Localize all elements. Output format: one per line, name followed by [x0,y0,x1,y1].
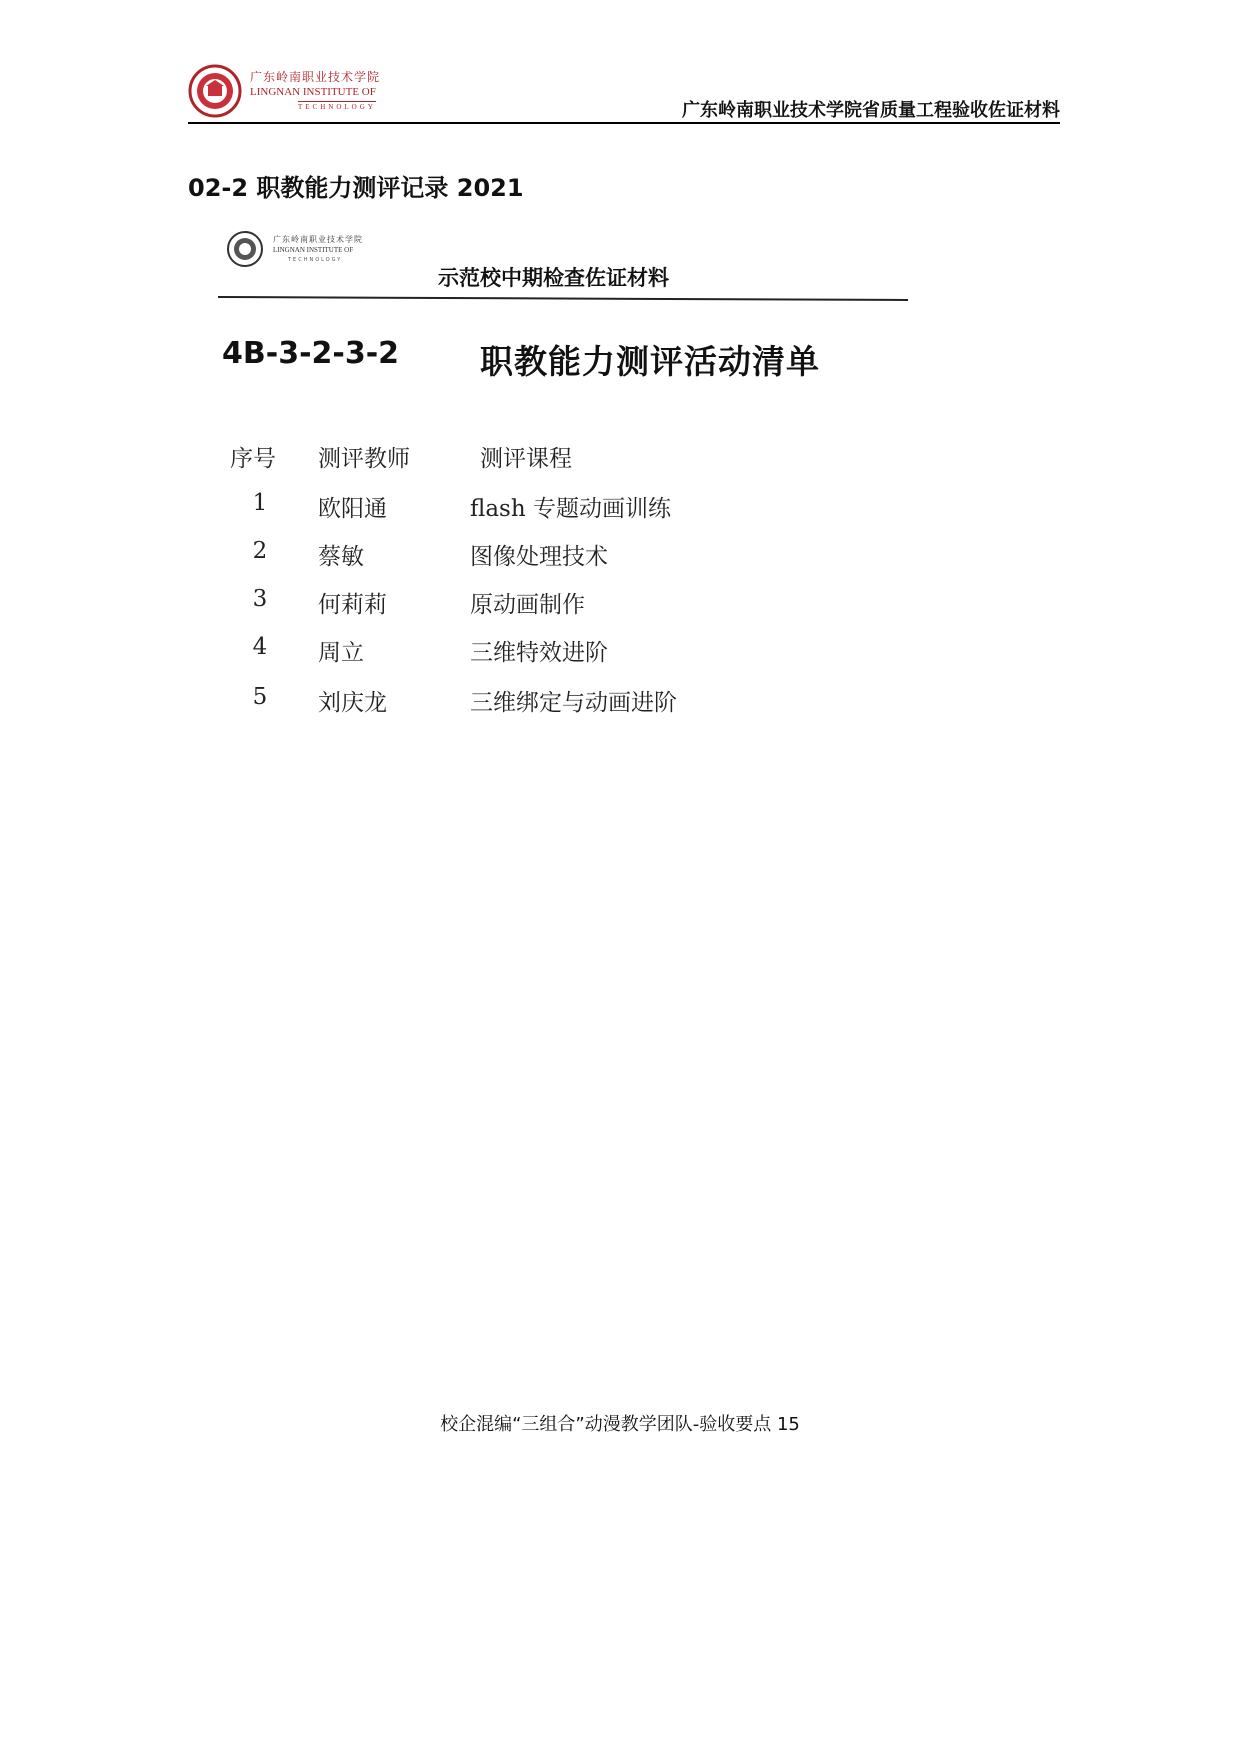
scan-seal-icon [226,230,264,268]
row-course: 图像处理技术 [470,544,608,570]
row-no: 1 [252,490,268,516]
logo-chinese-name: 广东岭南职业技术学院 [250,70,381,84]
scan-divider [218,296,908,301]
row-no: 5 [252,684,268,710]
row-teacher: 欧阳通 [318,496,387,522]
row-no: 2 [252,538,268,564]
row-course: flash 专题动画训练 [470,496,671,522]
header-teacher: 测评教师 [318,446,410,472]
section-title: 02-2 职教能力测评记录 2021 [188,174,524,202]
row-teacher: 刘庆龙 [318,690,387,716]
scan-logo-chinese: 广东岭南职业技术学院 [273,235,363,244]
row-course: 原动画制作 [470,592,585,618]
row-teacher: 何莉莉 [318,592,387,618]
row-teacher: 周立 [318,640,364,666]
logo-english-name: LINGNAN INSTITUTE OF [250,86,376,98]
header-no: 序号 [230,446,276,472]
row-no: 4 [252,634,268,660]
scanned-document [218,222,918,742]
header-logo [188,62,388,122]
document-code: 4B-3-2-3-2 [222,336,400,371]
row-course: 三维绑定与动画进阶 [470,690,677,716]
scan-logo-english: LINGNAN INSTITUTE OF [273,246,354,254]
college-seal-icon [188,64,242,118]
header-title: 广东岭南职业技术学院省质量工程验收佐证材料 [682,100,1060,121]
page-footer: 校企混编“三组合”动漫教学团队-验收要点 15 [440,1414,800,1435]
row-teacher: 蔡敏 [318,544,364,570]
logo-english-sub: TECHNOLOGY [298,103,376,111]
document-title: 职教能力测评活动清单 [480,342,820,381]
row-no: 3 [252,586,268,612]
scan-logo-english-sub: TECHNOLOGY [288,257,343,263]
row-course: 三维特效进阶 [470,640,608,666]
header-divider [188,122,1060,124]
header-course: 测评课程 [480,446,572,472]
scan-header-title: 示范校中期检查佐证材料 [438,266,669,290]
